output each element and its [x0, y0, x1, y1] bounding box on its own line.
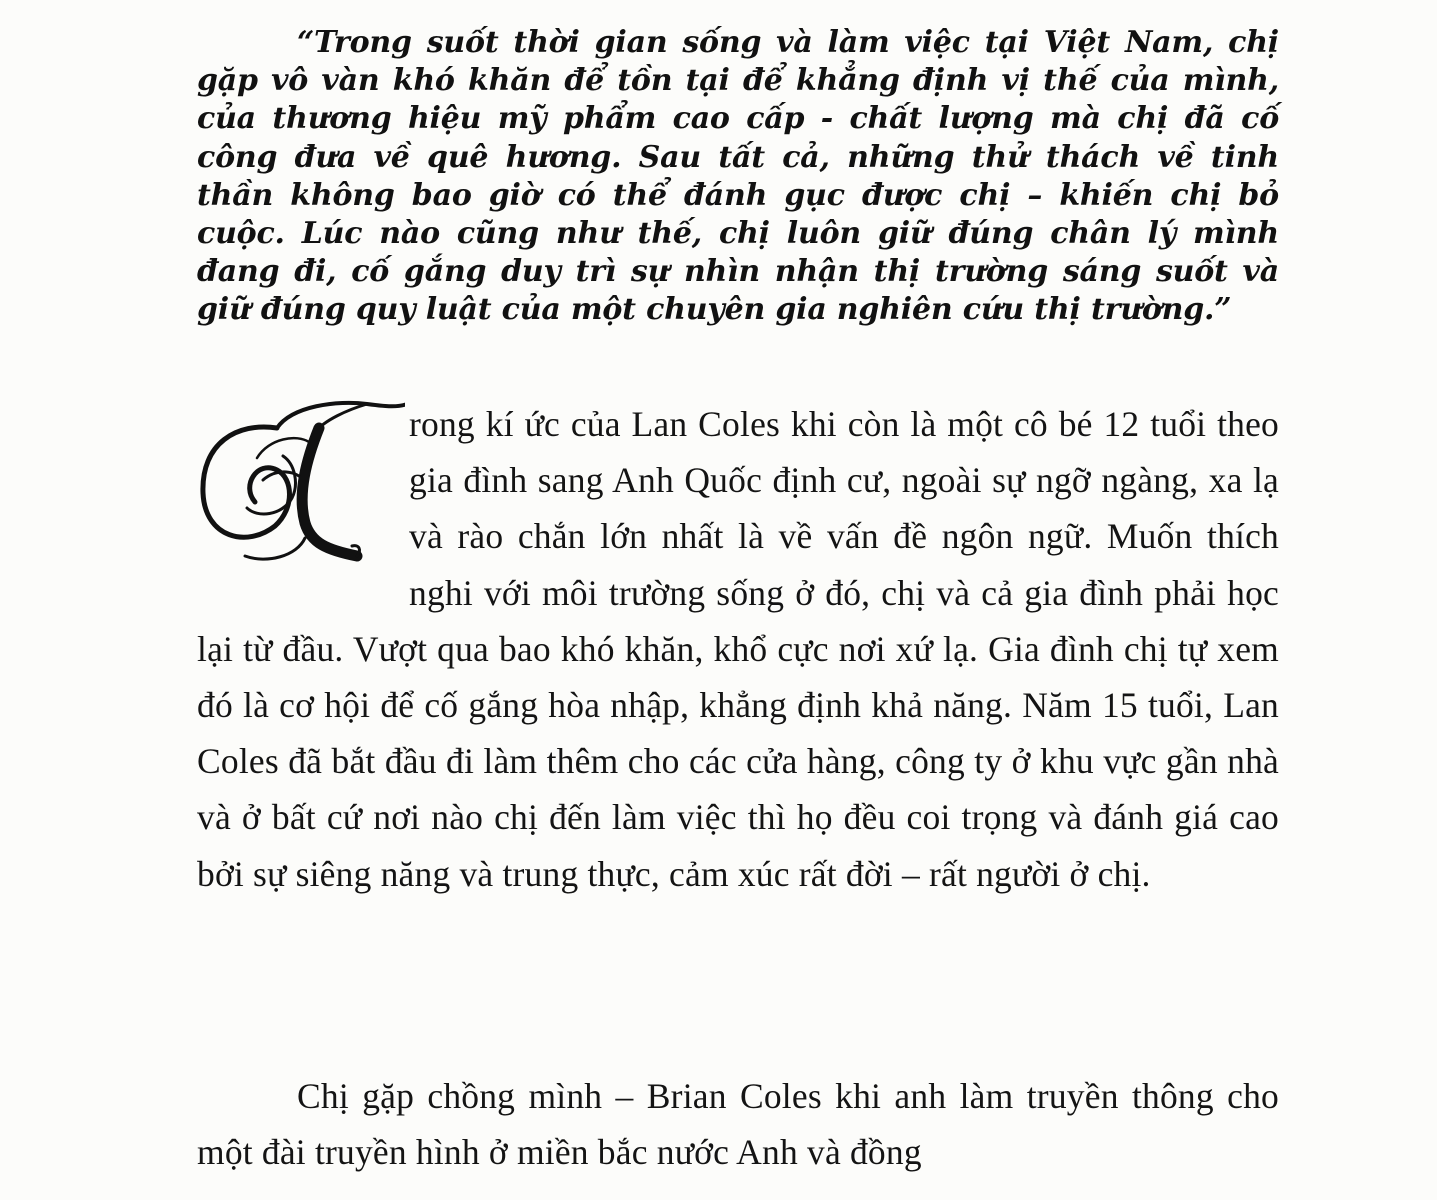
ornamental-t-icon — [197, 398, 405, 566]
drop-cap-letter — [198, 399, 199, 400]
paragraph-2: Chị gặp chồng mình – Brian Coles khi anh làm truyền thông cho một đài truyền hình ở miền bắc nước Anh và đồng — [197, 1076, 1279, 1173]
pull-quote: “Trong suốt thời gian sống và làm việc tại Việt Nam, chị gặp vô vàn khó khăn để tồn tại để khẳng định vị thế của mình, của thương hiệu mỹ phẩm cao cấp - chất lượng mà chị đã cố công đưa về quê hương. Sau tất cả, những thử thách về tinh thần không bao giờ có thể đánh gục được chị – khiến chị bỏ cuộc. Lúc nào cũng như thế, chị luôn giữ đúng chân lý mình đang đi, cố gắng duy trì sự nhìn nhận thị trường sáng suốt và giữ đúng quy luật của một chuyên gia nghiên cứu thị trường.” — [197, 25, 1279, 328]
paragraph-1-text: rong kí ức của Lan Coles khi còn là một cô bé 12 tuổi theo gia đình sang Anh Quốc định cư, ngoài sự ngỡ ngàng, xa lạ và rào chắn lớn nhất là về vấn đề ngôn ngữ. Muốn thích nghi với môi trường sống ở đó, chị và cả gia đình phải học lại từ đầu. Vượt qua bao khó khăn, khổ cực nơi xứ lạ. Gia đình chị tự xem đó là cơ hội để cố gắng hòa nhập, khẳng định khả năng. Năm 15 tuổi, Lan Coles đã bắt đầu đi làm thêm cho các cửa hàng, công ty ở khu vực gần nhà và ở bất cứ nơi nào chị đến làm việc thì họ đều coi trọng và đánh giá cao bởi sự siêng năng và trung thực, cảm xúc rất đời – rất người ở chị. — [197, 404, 1279, 894]
drop-cap-ornament — [197, 398, 405, 566]
paragraph-1 — [197, 396, 1279, 902]
